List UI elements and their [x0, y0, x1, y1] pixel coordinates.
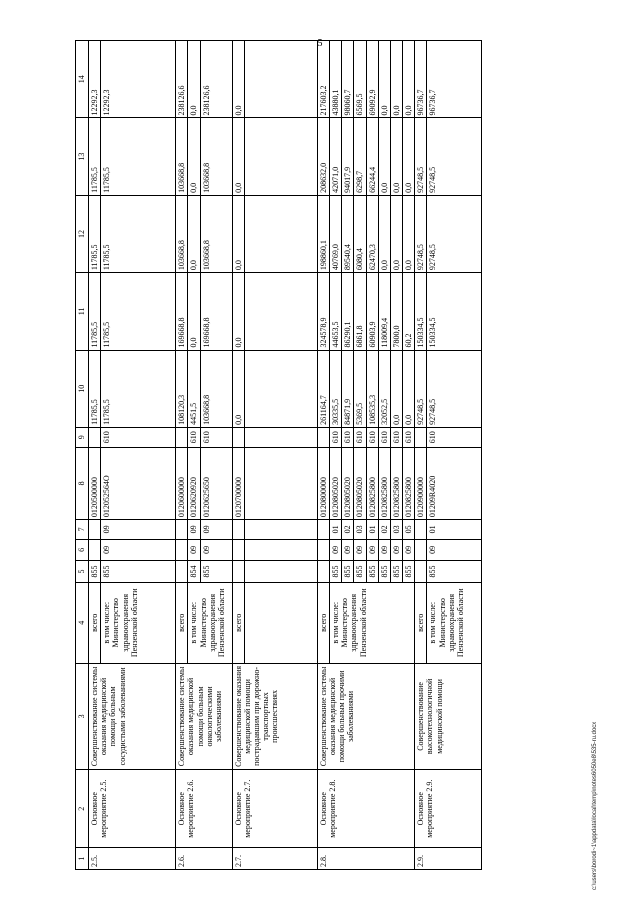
item-type: Основное мероприятие 2.5.	[89, 770, 176, 848]
cell-c11: 150334,5	[427, 273, 482, 350]
column-header-6: 6	[76, 539, 89, 560]
cell-c13: 92748,5	[415, 118, 427, 195]
item-name: Совершенствование системы оказания медицинской помощи больным сосудистыми заболеваниями	[89, 663, 176, 769]
cell-c14: 0,0	[188, 41, 200, 118]
cell-c13: 103668,8	[200, 118, 232, 195]
column-header-4: 4	[76, 582, 89, 663]
cell-c11: 86290,1	[342, 273, 354, 350]
cell-c13: 11785,5	[89, 118, 101, 195]
cell-c14: 96736,7	[415, 41, 427, 118]
cell-c6: 09	[354, 539, 366, 560]
column-header-8: 8	[76, 447, 89, 519]
cell-c9	[89, 427, 101, 447]
item-number: 2.6.	[176, 848, 232, 870]
cell-empty	[244, 561, 317, 583]
cell-c12: 40769,0	[329, 195, 341, 272]
cell-c7: 01	[366, 520, 378, 540]
cell-c5: 855	[378, 561, 390, 583]
cell-c13: 42071,0	[329, 118, 341, 195]
item-type: Основное мероприятие 2.8.	[317, 770, 415, 848]
cell-empty	[244, 427, 317, 447]
cell-c8: 0120825800	[378, 447, 390, 519]
item-number: 2.7.	[232, 848, 317, 870]
cell-c5	[176, 561, 188, 583]
cell-c9: 610	[188, 427, 200, 447]
cell-c8: 0120805020	[354, 447, 366, 519]
cell-c9: 610	[200, 427, 232, 447]
cell-c14: 98060,7	[342, 41, 354, 118]
column-header-11: 11	[76, 273, 89, 350]
cell-c14: 6569,5	[354, 41, 366, 118]
cell-c6	[415, 539, 427, 560]
document-path-footer: c:\users\borodi~1\appdata\local\temp\notes6050e8\535-ru.docx	[592, 721, 598, 890]
total-label: всего	[317, 582, 329, 663]
item-name: Совершенствование системы оказания медицинской помощи больным прочими заболеваниями	[317, 663, 415, 769]
cell-empty	[244, 520, 317, 540]
column-header-9: 9	[76, 427, 89, 447]
table-row	[232, 41, 244, 870]
page-number: 5	[317, 38, 323, 49]
cell-c13: 6298,7	[354, 118, 366, 195]
total-label: всего	[232, 582, 244, 663]
cell-c12: 11785,5	[89, 195, 101, 272]
item-number: 2.9.	[415, 848, 482, 870]
cell-c8: 0120825800	[403, 447, 415, 519]
cell-c10: 0,0	[390, 350, 402, 427]
cell-c11: 44653,5	[329, 273, 341, 350]
column-header-12: 12	[76, 195, 89, 272]
cell-c11: 169668,8	[200, 273, 232, 350]
cell-c8: 0120800000	[317, 447, 329, 519]
cell-c10: 103668,8	[200, 350, 232, 427]
item-number: 2.8.	[317, 848, 415, 870]
cell-c8: 0120620920	[188, 447, 200, 519]
cell-c12: 92748,5	[415, 195, 427, 272]
detail-label	[244, 582, 317, 663]
budget-table	[75, 40, 482, 870]
cell-c12: 0,0	[390, 195, 402, 272]
cell-c11: 118009,4	[378, 273, 390, 350]
detail-label: в том числе: Министерство здравоохранения Пензенской области	[427, 582, 482, 663]
cell-c7	[317, 520, 329, 540]
detail-label: в том числе: Министерство здравоохранения Пензенской области	[188, 582, 232, 663]
cell-c10: 108120,3	[176, 350, 188, 427]
cell-c5: 855	[354, 561, 366, 583]
cell-c13: 66244,4	[366, 118, 378, 195]
cell-c14: 43880,1	[329, 41, 341, 118]
cell-c12: 6080,4	[354, 195, 366, 272]
cell-c8: 0120625650	[200, 447, 232, 519]
cell-c9	[176, 427, 188, 447]
cell-c10: 11785,5	[89, 350, 101, 427]
cell-c10: 11785,5	[101, 350, 176, 427]
cell-c7: 09	[200, 520, 232, 540]
cell-c11: 324578,9	[317, 273, 329, 350]
cell-c6: 09	[427, 539, 482, 560]
cell-c9: 610	[329, 427, 341, 447]
total-label: всего	[176, 582, 188, 663]
cell-c10: 5369,5	[354, 350, 366, 427]
cell-c10: 92748,5	[415, 350, 427, 427]
cell-c7: 05	[403, 520, 415, 540]
cell-c7: 02	[378, 520, 390, 540]
cell-empty	[244, 447, 317, 519]
rotated-table-wrapper	[75, 40, 540, 870]
cell-c11: 60903,9	[366, 273, 378, 350]
cell-c8: 0120825800	[390, 447, 402, 519]
cell-c5: 855	[329, 561, 341, 583]
cell-c7: 01	[427, 520, 482, 540]
cell-c13: 208632,0	[317, 118, 329, 195]
cell-c6: 09	[200, 539, 232, 560]
cell-empty	[244, 118, 317, 195]
cell-c6	[317, 539, 329, 560]
cell-c5: 855	[366, 561, 378, 583]
cell-empty	[244, 539, 317, 560]
cell-c8: 0120825800	[366, 447, 378, 519]
cell-c14: 0,0	[390, 41, 402, 118]
header-row	[76, 41, 89, 870]
cell-c6: 09	[342, 539, 354, 560]
cell-c8: 0120805020	[329, 447, 341, 519]
cell-c12: 198860,1	[317, 195, 329, 272]
cell-c12: 92748,5	[427, 195, 482, 272]
cell-c11: 169668,8	[176, 273, 188, 350]
cell-c13: 0,0	[378, 118, 390, 195]
cell-c6: 09	[188, 539, 200, 560]
column-header-13: 13	[76, 118, 89, 195]
cell-c9: 610	[354, 427, 366, 447]
cell-c14: 238126,6	[176, 41, 188, 118]
table-row	[89, 41, 101, 870]
cell-c8: 01209R4020	[427, 447, 482, 519]
item-number: 2.5.	[89, 848, 176, 870]
cell-c9: 610	[378, 427, 390, 447]
column-header-5: 5	[76, 561, 89, 583]
cell-c7: 01	[329, 520, 341, 540]
cell-c6: 09	[390, 539, 402, 560]
item-type: Основное мероприятие 2.9.	[415, 770, 482, 848]
cell-c12: 0,0	[188, 195, 200, 272]
cell-c9: 610	[366, 427, 378, 447]
cell-c9: 610	[427, 427, 482, 447]
cell-c8: 0120805020	[342, 447, 354, 519]
cell-c7: 03	[354, 520, 366, 540]
cell-c9	[415, 427, 427, 447]
item-type: Основное мероприятие 2.6.	[176, 770, 232, 848]
table-row	[317, 41, 329, 870]
cell-c9	[232, 427, 244, 447]
cell-c14: 0,0	[378, 41, 390, 118]
cell-c7	[415, 520, 427, 540]
cell-c12: 0,0	[378, 195, 390, 272]
cell-c5: 855	[390, 561, 402, 583]
cell-c14: 238126,6	[200, 41, 232, 118]
cell-c10: 4451,5	[188, 350, 200, 427]
cell-c10: 32052,5	[378, 350, 390, 427]
cell-c6	[232, 539, 244, 560]
total-label: всего	[415, 582, 427, 663]
detail-label: в том числе: Министерство здравоохранения Пензенской области	[329, 582, 414, 663]
cell-c13: 92748,5	[427, 118, 482, 195]
cell-empty	[244, 350, 317, 427]
cell-c10: 261164,7	[317, 350, 329, 427]
cell-c5: 855	[200, 561, 232, 583]
cell-c11: 7800,0	[390, 273, 402, 350]
column-header-1: 1	[76, 848, 89, 870]
cell-c13: 103668,8	[176, 118, 188, 195]
cell-c11: 11785,5	[101, 273, 176, 350]
cell-c7: 03	[390, 520, 402, 540]
cell-c5: 855	[403, 561, 415, 583]
cell-c12: 11785,5	[101, 195, 176, 272]
cell-c11: 11785,5	[89, 273, 101, 350]
cell-empty	[244, 195, 317, 272]
cell-c14: 12292,3	[101, 41, 176, 118]
cell-c12: 62470,3	[366, 195, 378, 272]
cell-c6: 09	[101, 539, 176, 560]
item-name: Совершенствование высокотехнологичной медицинской помощи	[415, 663, 482, 769]
table-body	[89, 41, 482, 870]
cell-c13: 0,0	[403, 118, 415, 195]
cell-c7	[89, 520, 101, 540]
cell-c7	[176, 520, 188, 540]
cell-c14: 12292,3	[89, 41, 101, 118]
cell-c7: 09	[101, 520, 176, 540]
cell-c7: 09	[188, 520, 200, 540]
cell-empty	[244, 273, 317, 350]
cell-c5: 855	[427, 561, 482, 583]
cell-c5: 855	[89, 561, 101, 583]
column-header-14: 14	[76, 41, 89, 118]
cell-c10: 92748,5	[427, 350, 482, 427]
cell-c12: 103668,8	[200, 195, 232, 272]
cell-empty	[244, 41, 317, 118]
cell-c9: 610	[390, 427, 402, 447]
cell-c10: 108535,3	[366, 350, 378, 427]
cell-c8: 012052564Ο	[101, 447, 176, 519]
total-label: всего	[89, 582, 101, 663]
cell-c14: 0,0	[403, 41, 415, 118]
cell-c11: 0,0	[188, 273, 200, 350]
cell-c5: 855	[101, 561, 176, 583]
cell-c12: 89540,4	[342, 195, 354, 272]
cell-c12: 0,0	[403, 195, 415, 272]
cell-c13: 94017,9	[342, 118, 354, 195]
cell-c14: 0,0	[232, 41, 244, 118]
cell-c6: 09	[329, 539, 341, 560]
column-header-3: 3	[76, 663, 89, 769]
item-name: Совершенствование оказания медицинской помощи пострадавшим при дорожно-транспортных происшествиях	[232, 663, 317, 769]
cell-c10: 84871,9	[342, 350, 354, 427]
cell-c13: 0,0	[188, 118, 200, 195]
cell-c6: 09	[366, 539, 378, 560]
cell-c7	[232, 520, 244, 540]
cell-c9: 610	[403, 427, 415, 447]
cell-c5	[317, 561, 329, 583]
detail-label: в том числе: Министерство здравоохранения Пензенской области	[101, 582, 176, 663]
column-header-2: 2	[76, 770, 89, 848]
cell-c10: 0,0	[232, 350, 244, 427]
cell-c11: 60,2	[403, 273, 415, 350]
cell-c8: 0120500000	[89, 447, 101, 519]
cell-c8: 0120700000	[232, 447, 244, 519]
cell-c14: 69092,9	[366, 41, 378, 118]
cell-c6: 09	[378, 539, 390, 560]
cell-c5	[415, 561, 427, 583]
cell-c9: 610	[101, 427, 176, 447]
cell-c6: 09	[403, 539, 415, 560]
cell-c11: 0,0	[232, 273, 244, 350]
cell-c14: 96736,7	[427, 41, 482, 118]
cell-c10: 0,0	[403, 350, 415, 427]
cell-c7: 02	[342, 520, 354, 540]
cell-c5: 854	[188, 561, 200, 583]
column-header-10: 10	[76, 350, 89, 427]
cell-c5: 855	[342, 561, 354, 583]
cell-c11: 6861,8	[354, 273, 366, 350]
cell-c13: 0,0	[390, 118, 402, 195]
cell-c5	[232, 561, 244, 583]
cell-c12: 0,0	[232, 195, 244, 272]
cell-c13: 0,0	[232, 118, 244, 195]
table-row	[176, 41, 188, 870]
cell-c8: 0120600000	[176, 447, 188, 519]
cell-c11: 150334,5	[415, 273, 427, 350]
column-header-7: 7	[76, 520, 89, 540]
cell-c6	[176, 539, 188, 560]
cell-c8: 0120900000	[415, 447, 427, 519]
item-name: Совершенствование системы оказания медицинской помощи больным онкологическими заболеваниями	[176, 663, 232, 769]
cell-c10: 30335,5	[329, 350, 341, 427]
cell-c6	[89, 539, 101, 560]
cell-c13: 11785,5	[101, 118, 176, 195]
cell-c12: 103668,8	[176, 195, 188, 272]
cell-c9: 610	[342, 427, 354, 447]
table-row	[415, 41, 427, 870]
cell-c14: 217603,2	[317, 41, 329, 118]
cell-c9	[317, 427, 329, 447]
item-type: Основное мероприятие 2.7.	[232, 770, 317, 848]
